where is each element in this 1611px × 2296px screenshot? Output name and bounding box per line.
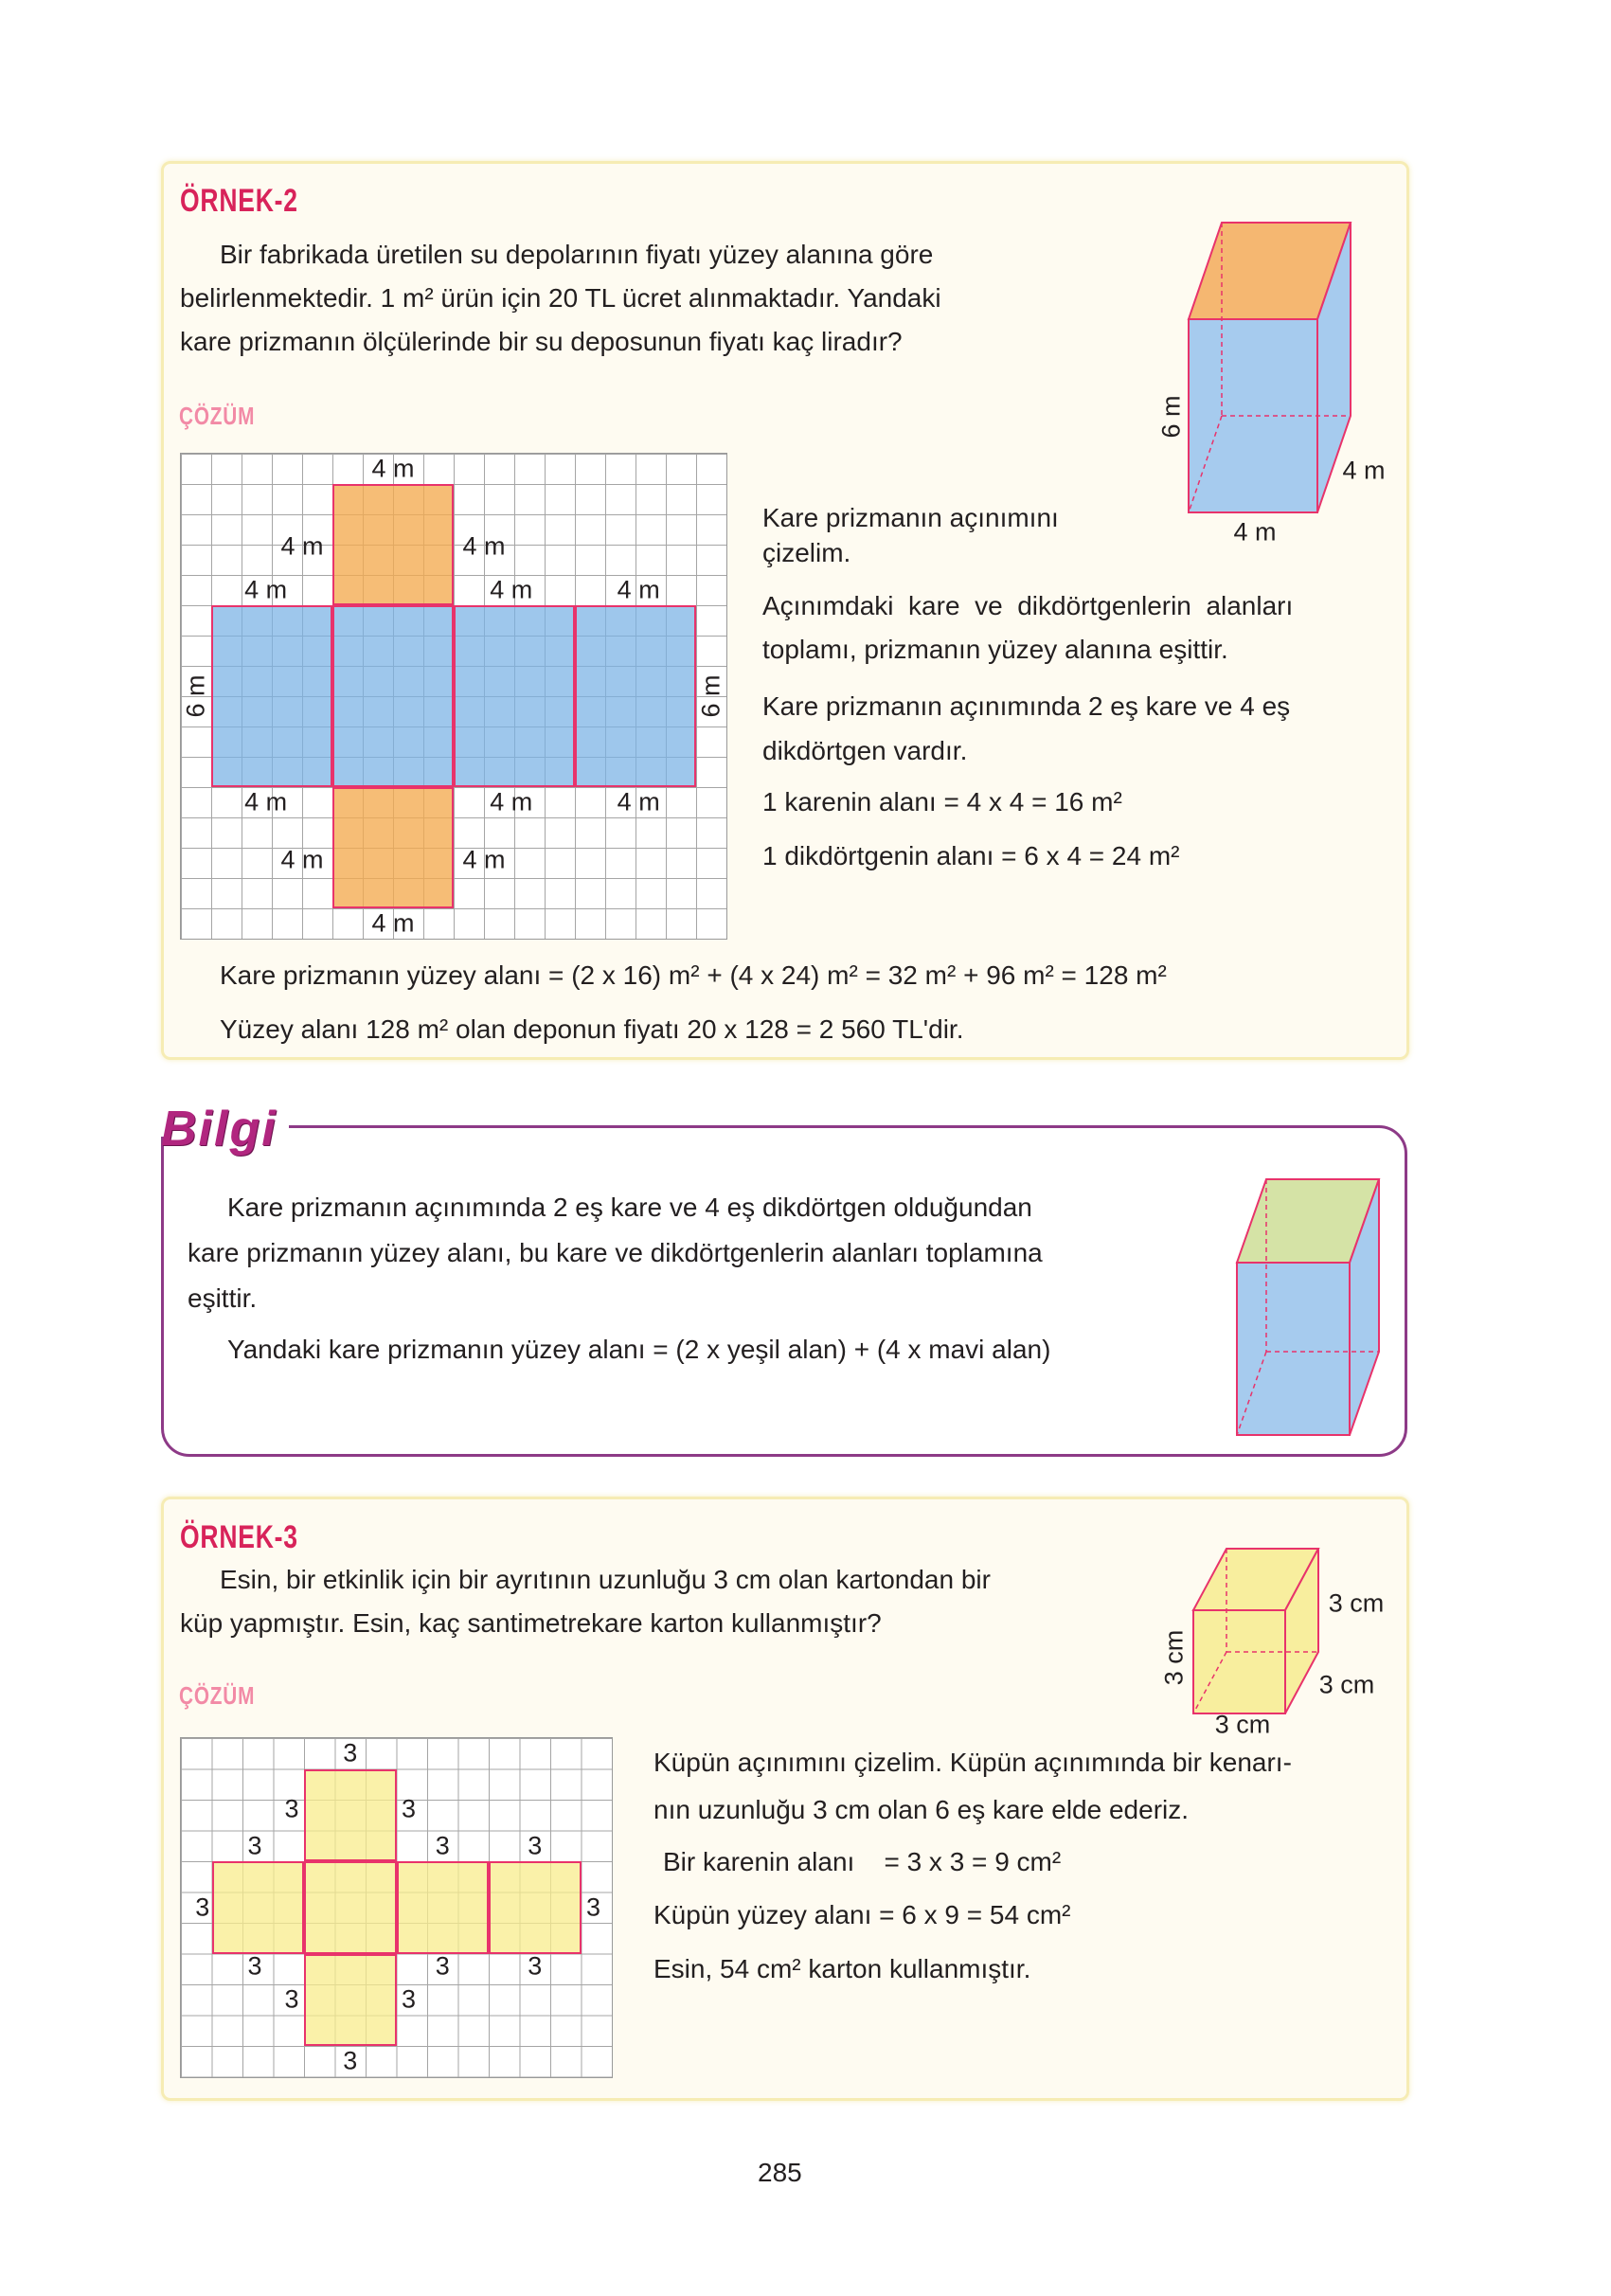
- info-line: Yandaki kare prizmanın yüzey alanı = (2 x yeşil alan) + (4 x mavi alan): [227, 1335, 1051, 1364]
- net-label: 3: [435, 1831, 450, 1860]
- explanation-line: Bir karenin alanı = 3 x 3 = 9 cm²: [663, 1847, 1062, 1876]
- explanation-line: Küpün açınımını çizelim. Küpün açınımında bir kenarı-: [653, 1748, 1292, 1777]
- prism-net-grid: [180, 453, 727, 940]
- square-prism-figure: [1155, 213, 1421, 554]
- net-rectangle: [332, 605, 454, 787]
- net-label: 3: [528, 1831, 543, 1860]
- net-label: 4 m: [371, 908, 415, 938]
- net-label: 3: [247, 1951, 262, 1980]
- explanation-line: 1 dikdörtgenin alanı = 6 x 4 = 24 m²: [762, 841, 1180, 870]
- prism-width-label: 4 m: [1233, 517, 1277, 547]
- net-label: 4 m: [280, 531, 324, 561]
- example-3-title: ÖRNEK-3: [180, 1519, 298, 1555]
- net-label: 3: [284, 1984, 299, 2014]
- net-square: [304, 1769, 397, 1862]
- net-square: [397, 1861, 490, 1954]
- explanation-line: 1 karenin alanı = 4 x 4 = 16 m²: [762, 787, 1122, 816]
- info-line: eşittir.: [188, 1283, 258, 1313]
- solution-label: ÇÖZÜM: [179, 402, 256, 430]
- net-square: [489, 1861, 582, 1954]
- question-line: kare prizmanın ölçülerinde bir su deposunun fiyatı kaç liradır?: [180, 327, 903, 356]
- net-label: 3: [195, 1892, 210, 1922]
- info-title: Bilgi: [161, 1102, 277, 1157]
- explanation-line: Kare prizmanın açınımında 2 eş kare ve 4 eş: [762, 691, 1291, 721]
- cube-net-grid: [180, 1737, 613, 2078]
- net-label: 3: [528, 1951, 543, 1980]
- net-label: 4 m: [490, 787, 533, 816]
- prism-height-label: 6 m: [1156, 395, 1186, 439]
- result-line: Yüzey alanı 128 m² olan deponun fiyatı 20 x 128 = 2 560 TL'dir.: [220, 1014, 964, 1044]
- net-height-label: 6 m: [181, 674, 210, 718]
- net-square: [304, 1861, 397, 1954]
- net-top-square: [332, 484, 454, 605]
- question-line: küp yapmıştır. Esin, kaç santimetrekare karton kullanmıştır?: [180, 1608, 882, 1638]
- net-label: 4 m: [462, 531, 506, 561]
- explanation-line: Küpün yüzey alanı = 6 x 9 = 54 cm²: [653, 1900, 1071, 1929]
- net-rectangle: [211, 605, 332, 787]
- info-box: [161, 1125, 1407, 1457]
- net-label: 3: [435, 1951, 450, 1980]
- net-label: 3: [343, 1738, 358, 1767]
- explanation-line: nın uzunluğu 3 cm olan 6 eş kare elde ederiz.: [653, 1795, 1190, 1824]
- net-label: 3: [401, 1984, 417, 2014]
- net-label: 3: [401, 1794, 417, 1823]
- net-label: 3: [247, 1831, 262, 1860]
- question-line: Bir fabrikada üretilen su depolarının fiyatı yüzey alanına göre: [220, 240, 934, 269]
- net-label: 4 m: [617, 787, 660, 816]
- prism-depth-label: 4 m: [1342, 456, 1386, 485]
- net-label: 4 m: [371, 454, 415, 483]
- explanation-line: Esin, 54 cm² karton kullanmıştır.: [653, 1954, 1031, 1983]
- explanation-line: Açınımdaki kare ve dikdörtgenlerin alanları: [762, 591, 1294, 620]
- net-label: 3: [343, 2046, 358, 2075]
- cube-top-label: 3 cm: [1328, 1588, 1385, 1618]
- net-bottom-square: [332, 787, 454, 908]
- prism-front-face-blue: [1237, 1263, 1350, 1435]
- prism-front-face: [1189, 319, 1317, 512]
- net-rectangle: [454, 605, 575, 787]
- cube-front-face: [1193, 1610, 1285, 1713]
- net-label: 3: [585, 1892, 601, 1922]
- net-label: 4 m: [462, 845, 506, 874]
- net-label: 4 m: [280, 845, 324, 874]
- question-line: Esin, bir etkinlik için bir ayrıtının uzunluğu 3 cm olan kartondan bir: [220, 1565, 991, 1594]
- explanation-line: toplamı, prizmanın yüzey alanına eşittir.: [762, 635, 1228, 664]
- net-label: 4 m: [617, 575, 660, 604]
- example-2-title: ÖRNEK-2: [180, 183, 298, 219]
- net-label: 4 m: [244, 787, 288, 816]
- net-label: 4 m: [244, 575, 288, 604]
- explanation-line: dikdörtgen vardır.: [762, 736, 968, 765]
- net-square: [304, 1954, 397, 2047]
- explanation-line: Kare prizmanın açınımını: [762, 503, 1059, 532]
- net-rectangle: [575, 605, 696, 787]
- net-height-label: 6 m: [696, 674, 725, 718]
- net-label: 4 m: [490, 575, 533, 604]
- cube-figure: [1184, 1539, 1326, 1729]
- info-line: kare prizmanın yüzey alanı, bu kare ve dikdörtgenlerin alanları toplamına: [188, 1238, 1043, 1267]
- solution-label: ÇÖZÜM: [179, 1681, 256, 1710]
- info-prism-figure: [1226, 1175, 1387, 1449]
- net-square: [212, 1861, 305, 1954]
- net-label: 3: [284, 1794, 299, 1823]
- question-line: belirlenmektedir. 1 m² ürün için 20 TL ücret alınmaktadır. Yandaki: [180, 283, 941, 313]
- info-line: Kare prizmanın açınımında 2 eş kare ve 4 eş dikdörtgen olduğundan: [227, 1193, 1032, 1222]
- cube-width-label: 3 cm: [1214, 1710, 1271, 1739]
- cube-depth-label: 3 cm: [1318, 1670, 1375, 1699]
- explanation-line: çizelim.: [762, 538, 851, 567]
- cube-height-label: 3 cm: [1159, 1629, 1189, 1686]
- page-number: 285: [758, 2158, 802, 2187]
- result-line: Kare prizmanın yüzey alanı = (2 x 16) m² + (4 x 24) m² = 32 m² + 96 m² = 128 m²: [220, 960, 1167, 990]
